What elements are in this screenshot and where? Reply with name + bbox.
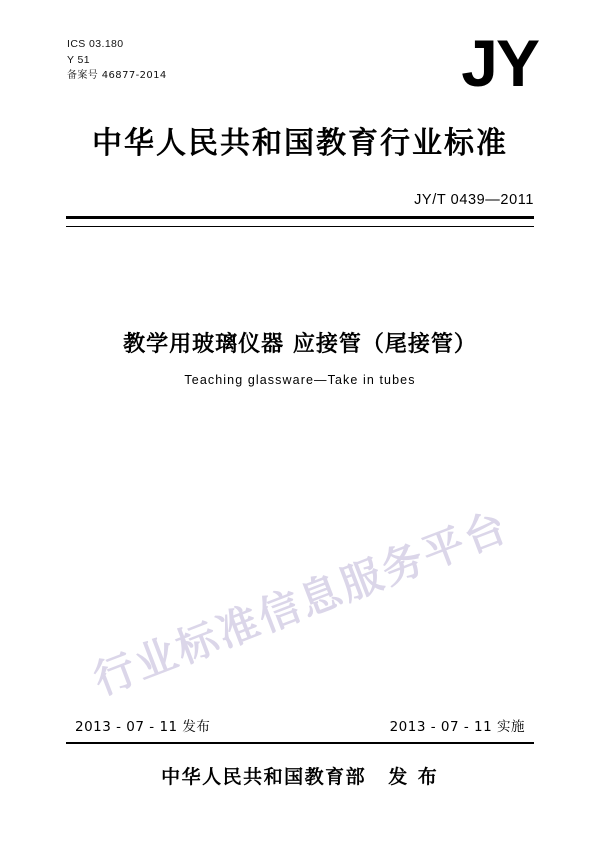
- publisher-name: 中华人民共和国教育部: [161, 766, 367, 788]
- issue-date: 2013 - 07 - 11 发布: [75, 719, 211, 735]
- watermark-text: 行业标准信息服务平台: [87, 502, 516, 705]
- ics-code: ICS 03.180: [67, 38, 124, 50]
- header-meta: [67, 36, 167, 84]
- document-title-cn: 教学用玻璃仪器 应接管（尾接管）: [123, 332, 477, 357]
- document-title-en: Teaching glassware—Take in tubes: [184, 373, 416, 387]
- divider-thin: [66, 226, 534, 227]
- date-row: [75, 715, 525, 735]
- divider-thick: [66, 216, 534, 219]
- organization-title: 中华人民共和国教育行业标准: [92, 126, 508, 161]
- publisher-block: [0, 762, 600, 789]
- divider-bottom: [66, 742, 534, 744]
- effective-date: 2013 - 07 - 11 实施: [389, 719, 525, 735]
- publisher-verb: 发 布: [388, 766, 439, 788]
- jy-logo: JY: [461, 26, 538, 100]
- standard-number: JY/T 0439—2011: [414, 192, 534, 208]
- classification-code: Y 51: [67, 54, 91, 66]
- record-number: 备案号 46877-2014: [67, 70, 167, 81]
